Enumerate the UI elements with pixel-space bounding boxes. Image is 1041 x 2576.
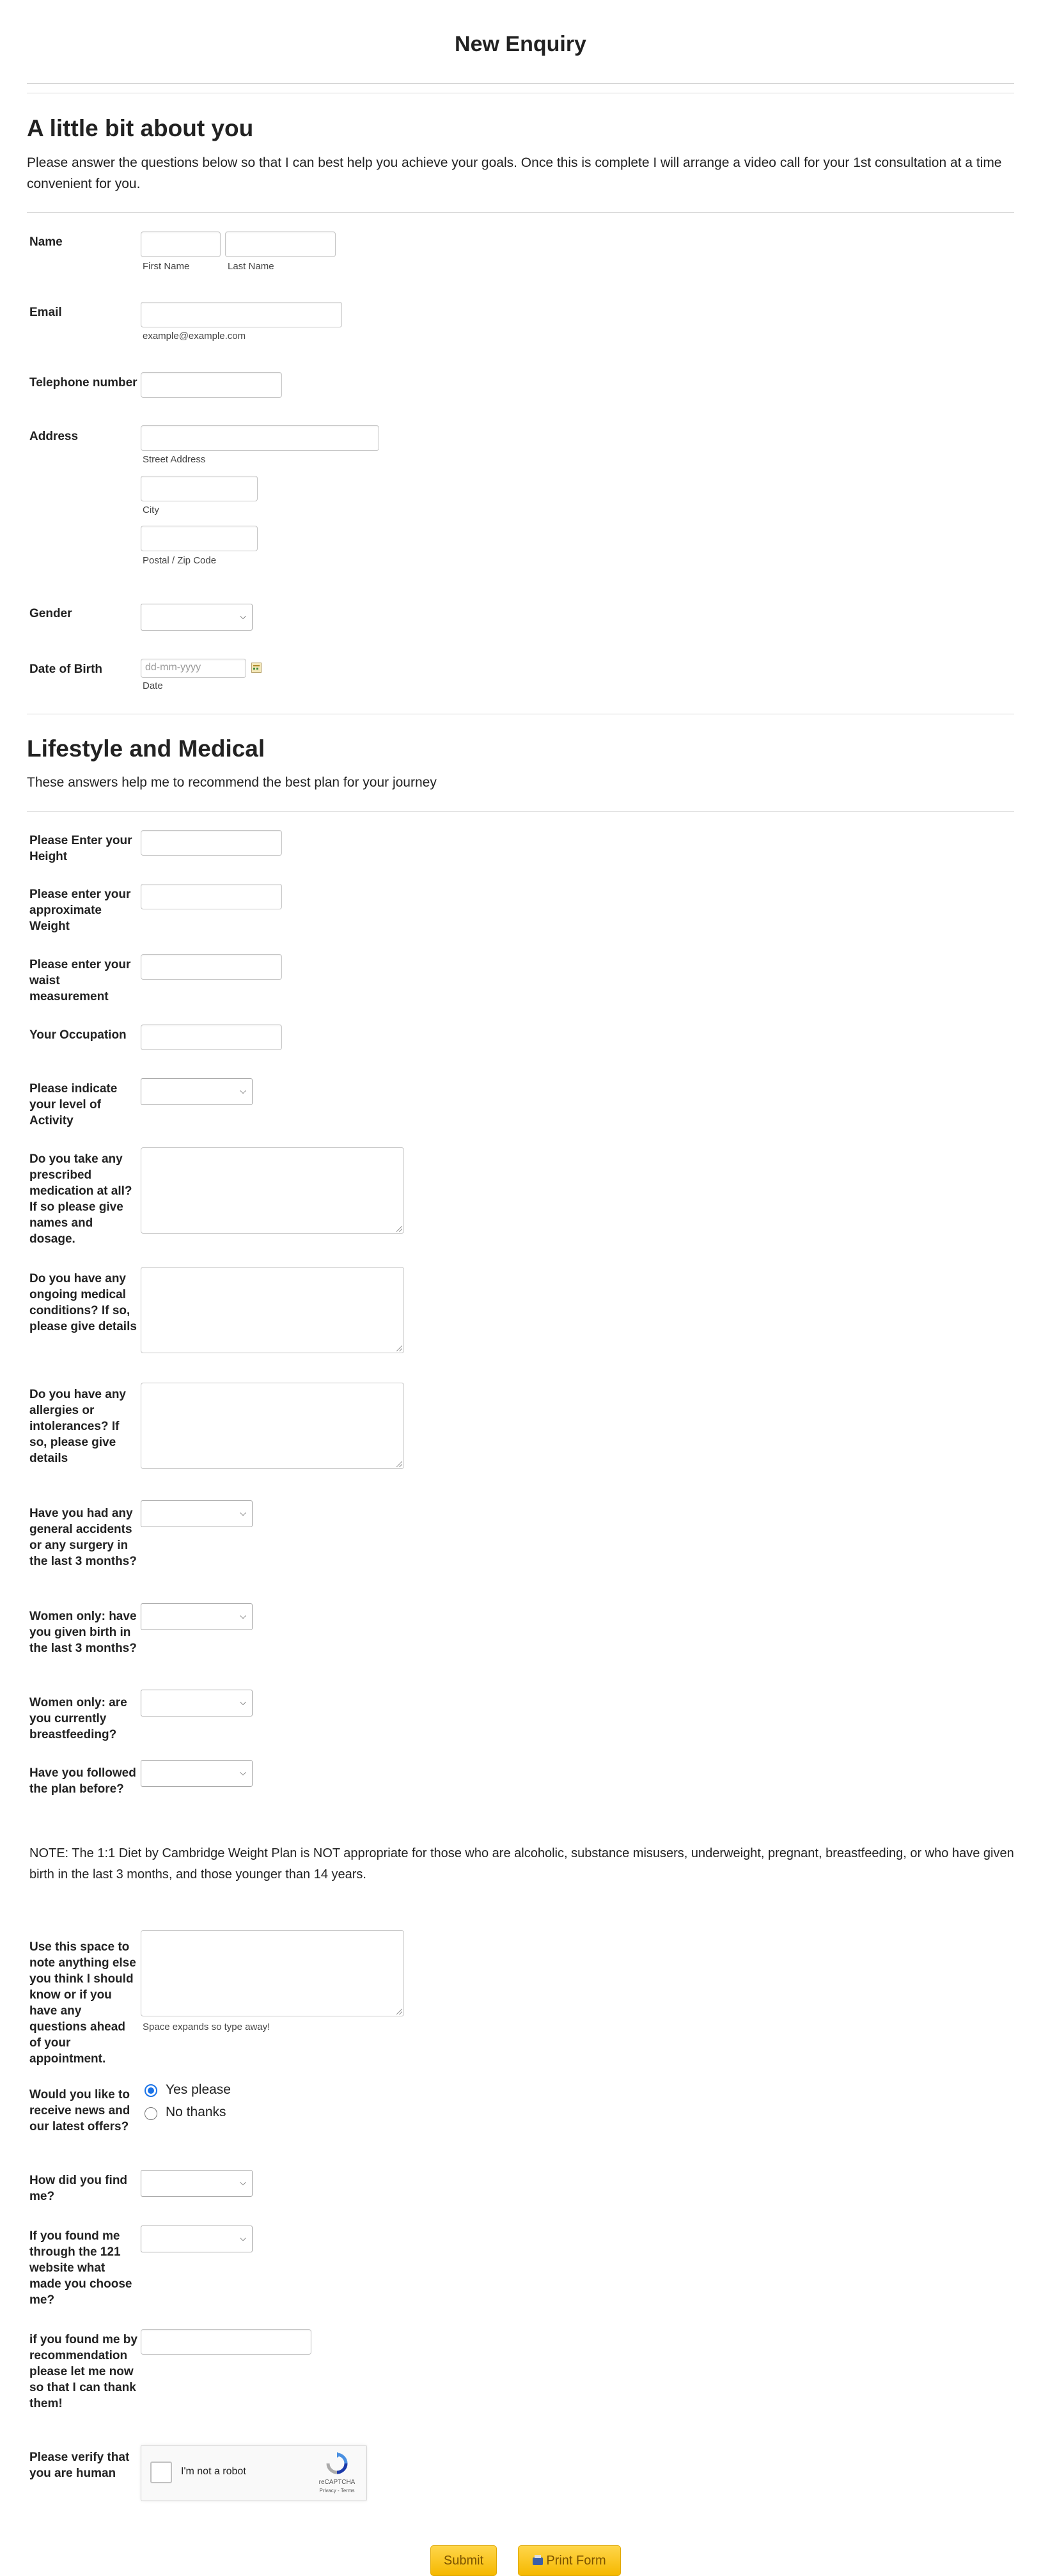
news-label: Would you like to receive news and our latest offers? — [29, 2088, 130, 2133]
chevron-down-icon: ⌵ — [240, 1768, 246, 1777]
anything-else-label: Use this space to note anything else you think I should know or if you have any questions ahead of your appointment. — [29, 1940, 136, 2066]
street-address-sublabel: Street Address — [143, 454, 206, 465]
print-form-label: Print Form — [546, 2554, 606, 2568]
chevron-down-icon: ⌵ — [240, 611, 246, 621]
medication-textarea[interactable] — [141, 1147, 404, 1234]
height-label: Please Enter your Height — [29, 834, 132, 863]
recaptcha-brand: reCAPTCHA — [318, 2479, 356, 2486]
divider — [27, 212, 1014, 213]
verify-label: Please verify that you are human — [29, 2451, 130, 2480]
section-heading-lifestyle: Lifestyle and Medical — [27, 735, 265, 762]
dob-input[interactable]: dd-mm-yyyy — [141, 659, 246, 678]
first-name-input[interactable] — [141, 232, 221, 257]
recaptcha-checkbox[interactable] — [150, 2462, 172, 2483]
chevron-down-icon: ⌵ — [240, 1086, 246, 1096]
waist-label: Please enter your waist measurement — [29, 958, 131, 1003]
weight-input[interactable] — [141, 884, 282, 909]
city-input[interactable] — [141, 476, 258, 501]
dob-label: Date of Birth — [29, 663, 102, 676]
waist-input[interactable] — [141, 954, 282, 980]
followed-label: Have you followed the plan before? — [29, 1766, 136, 1796]
telephone-input[interactable] — [141, 372, 282, 398]
submit-button[interactable]: Submit — [430, 2545, 497, 2576]
news-no-radio[interactable] — [145, 2107, 157, 2120]
anything-else-sublabel: Space expands so type away! — [143, 2022, 270, 2032]
postal-code-sublabel: Postal / Zip Code — [143, 555, 217, 566]
activity-select[interactable] — [141, 1078, 253, 1105]
resize-handle-icon[interactable] — [396, 1226, 402, 1232]
chevron-down-icon: ⌵ — [240, 1611, 246, 1621]
activity-label: Please indicate your level of Activity — [29, 1082, 118, 1127]
resize-handle-icon[interactable] — [396, 1461, 402, 1467]
news-yes-label[interactable]: Yes please — [166, 2082, 231, 2097]
email-input[interactable] — [141, 302, 342, 327]
conditions-textarea[interactable] — [141, 1267, 404, 1353]
conditions-label: Do you have any ongoing medical conditions? If so, please give details — [29, 1272, 137, 1333]
recommendation-input[interactable] — [141, 2329, 311, 2355]
city-sublabel: City — [143, 505, 159, 515]
resize-handle-icon[interactable] — [396, 1346, 402, 1351]
section-description-lifestyle: These answers help me to recommend the best plan for your journey — [27, 775, 437, 790]
dob-sublabel: Date — [143, 680, 163, 691]
allergies-label: Do you have any allergies or intolerances? If so, please give details — [29, 1388, 126, 1465]
first-name-sublabel: First Name — [143, 261, 190, 272]
chevron-down-icon: ⌵ — [240, 2178, 246, 2187]
last-name-sublabel: Last Name — [228, 261, 274, 272]
calendar-icon[interactable] — [251, 663, 262, 673]
occupation-label: Your Occupation — [29, 1028, 127, 1042]
email-label: Email — [29, 306, 62, 319]
street-address-input[interactable] — [141, 425, 379, 451]
height-input[interactable] — [141, 830, 282, 856]
website-label: If you found me through the 121 website what made you choose me? — [29, 2229, 132, 2307]
medication-label: Do you take any prescribed medication at all? If so please give names and dosage. — [29, 1152, 132, 1246]
accidents-label: Have you had any general accidents or any surgery in the last 3 months? — [29, 1507, 137, 1568]
recaptcha-widget — [141, 2445, 367, 2501]
last-name-input[interactable] — [225, 232, 336, 257]
chevron-down-icon: ⌵ — [240, 1697, 246, 1707]
recaptcha-logo-icon — [325, 2452, 348, 2475]
breastfeeding-label: Women only: are you currently breastfeeding? — [29, 1696, 127, 1741]
printer-icon — [533, 2557, 543, 2565]
divider — [27, 811, 1014, 812]
gender-label: Gender — [29, 607, 72, 620]
anything-else-textarea[interactable] — [141, 1930, 404, 2016]
birth-label: Women only: have you given birth in the last 3 months? — [29, 1610, 137, 1655]
plan-note: NOTE: The 1:1 Diet by Cambridge Weight Plan is NOT appropriate for those who are alcoholic, substance misusers, underweight, pregnant, breastfeeding, or who have given birth in the last 3 months, and those younger than 14 years. — [29, 1846, 1014, 1881]
news-no-label[interactable]: No thanks — [166, 2105, 226, 2119]
find-select[interactable] — [141, 2170, 253, 2197]
breastfeeding-select[interactable] — [141, 1690, 253, 1716]
find-label: How did you find me? — [29, 2174, 128, 2203]
section-description-about: Please answer the questions below so that I can best help you achieve your goals. Once this is complete I will arrange a video call for your 1st consultation at a time convenient for you. — [27, 155, 1002, 191]
allergies-textarea[interactable] — [141, 1383, 404, 1469]
accidents-select[interactable] — [141, 1500, 253, 1527]
website-select[interactable] — [141, 2226, 253, 2252]
followed-select[interactable] — [141, 1760, 253, 1787]
page-title: New Enquiry — [455, 32, 586, 56]
email-sublabel: example@example.com — [143, 331, 246, 342]
address-label: Address — [29, 430, 79, 443]
occupation-input[interactable] — [141, 1025, 282, 1050]
print-form-button[interactable] — [518, 2545, 621, 2576]
name-label: Name — [29, 235, 63, 249]
telephone-label: Telephone number — [29, 376, 137, 389]
weight-label: Please enter your approximate Weight — [29, 888, 131, 933]
birth-select[interactable] — [141, 1603, 253, 1630]
resize-handle-icon[interactable] — [396, 2009, 402, 2014]
recommendation-label: if you found me by recommendation please let me now so that I can thank them! — [29, 2333, 137, 2410]
recaptcha-checkbox-label: I'm not a robot — [181, 2466, 246, 2477]
gender-select[interactable] — [141, 604, 253, 631]
recaptcha-links[interactable]: Privacy - Terms — [319, 2488, 355, 2494]
postal-code-input[interactable] — [141, 526, 258, 551]
chevron-down-icon: ⌵ — [240, 1508, 246, 1518]
divider — [27, 83, 1014, 84]
section-heading-about: A little bit about you — [27, 115, 254, 141]
news-yes-radio[interactable] — [145, 2084, 157, 2097]
chevron-down-icon: ⌵ — [240, 2233, 246, 2243]
